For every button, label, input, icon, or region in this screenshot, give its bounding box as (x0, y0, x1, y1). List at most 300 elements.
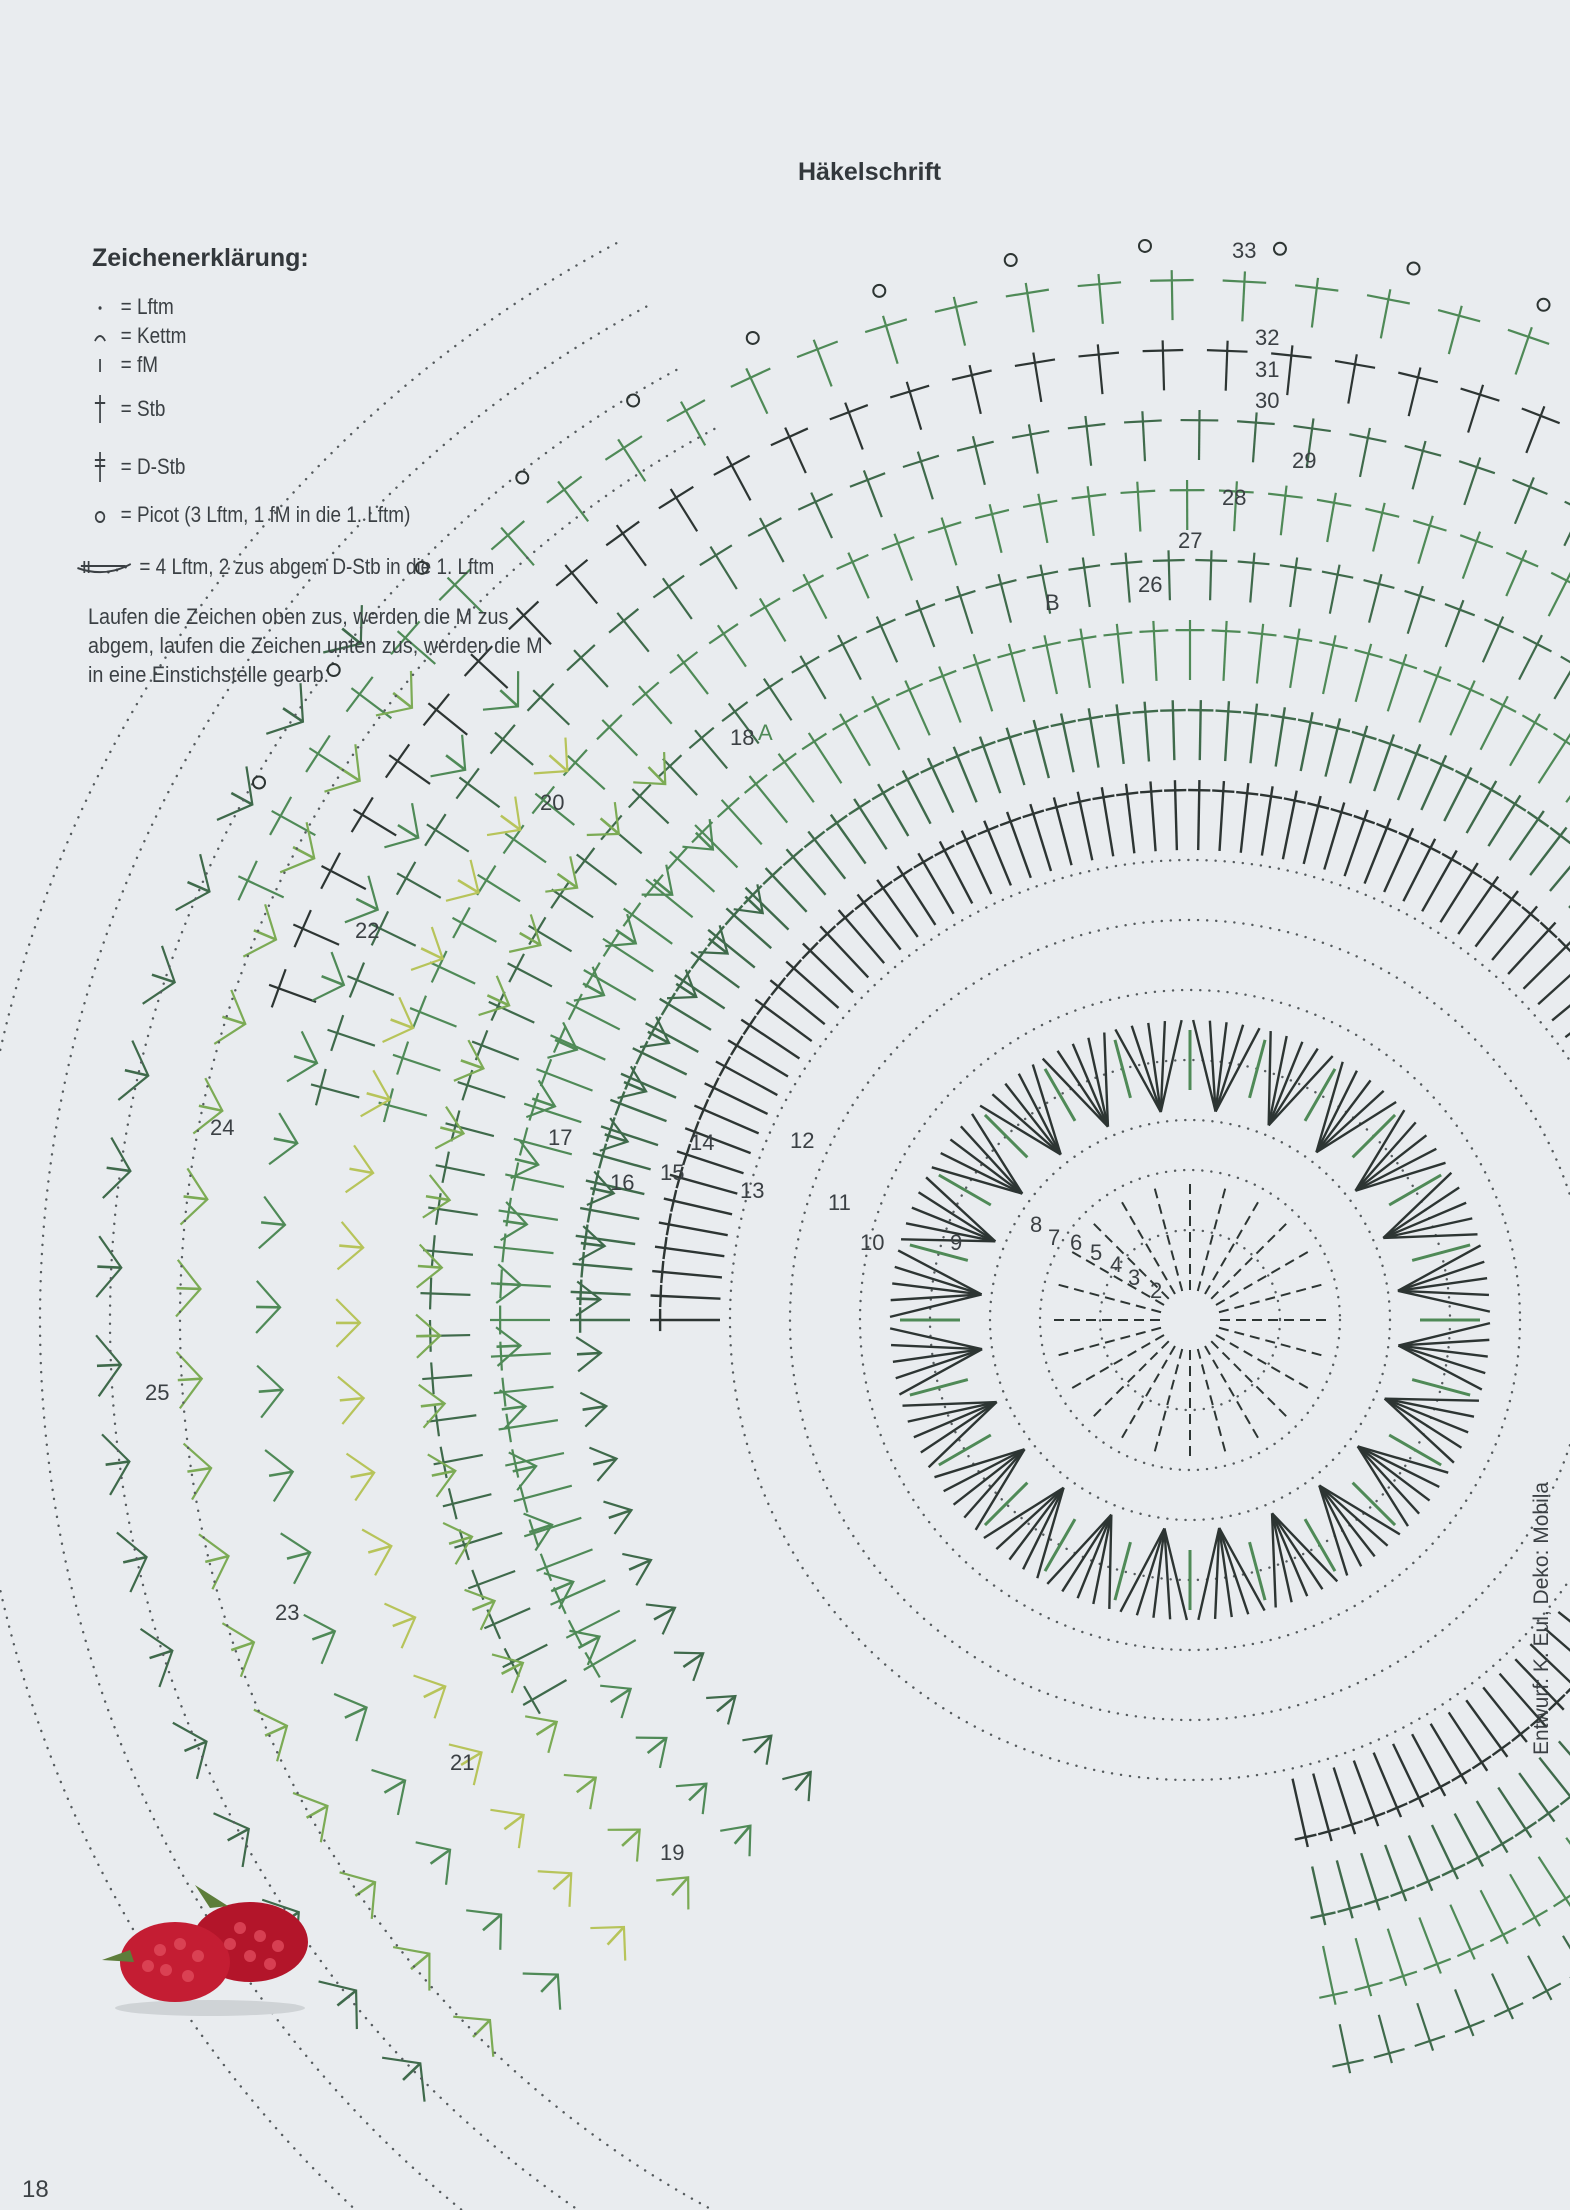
stitch-v (577, 1353, 601, 1354)
stitch-cross (653, 576, 684, 598)
stitch-cross (1508, 330, 1549, 344)
stitch-radial (1033, 353, 1041, 402)
stitch-radial (1481, 696, 1508, 749)
stitch-cross (575, 848, 594, 873)
stitch-cross (882, 537, 915, 549)
stitch-cross (1452, 1769, 1471, 1780)
stitch-cross (748, 518, 781, 536)
stitch-v (176, 854, 210, 910)
stitch-cross (1223, 281, 1267, 283)
stitch-cross (1455, 771, 1478, 783)
stitch-cross (432, 1235, 435, 1267)
round-label: 21 (450, 1750, 475, 1775)
stitch-fan (1272, 1513, 1307, 1596)
stitch-cross (1528, 812, 1549, 827)
round-label: 19 (660, 1840, 685, 1865)
stitch-radial (1559, 1741, 1570, 1786)
stitch-v (178, 1379, 202, 1380)
stitch-cross (1523, 637, 1551, 652)
stitch-cross (456, 768, 478, 798)
stitch-cross (664, 1237, 667, 1259)
stitch-radial (1381, 289, 1391, 338)
stitch-v (541, 1975, 558, 1992)
stitch-cross (1565, 502, 1570, 518)
stitch-cross (946, 751, 970, 761)
stitch-cross (1485, 619, 1514, 632)
picot (1538, 299, 1550, 311)
stitch-cross (1463, 866, 1482, 878)
stitch-v (500, 690, 518, 706)
stitch-cross (1513, 480, 1548, 494)
stitch-radial (677, 654, 708, 694)
stitch-radial (1312, 278, 1318, 328)
stitch-cross (551, 882, 569, 908)
stitch-radial (533, 690, 569, 725)
stitch-cross (491, 521, 524, 550)
stitch-v (117, 1532, 147, 1592)
stitch-spoke (1120, 1346, 1175, 1441)
stitch-cross (757, 997, 770, 1015)
stitch-cross (1243, 712, 1268, 715)
stitch-cross (1515, 1822, 1536, 1836)
stitch-cross (874, 882, 892, 895)
stitch-radial (1226, 341, 1228, 391)
stitch-v (184, 1196, 208, 1199)
stitch-cross (1195, 560, 1227, 561)
stitch-cross (731, 368, 770, 386)
stitch-spoke (1219, 1284, 1325, 1312)
stitch-cross (1207, 350, 1248, 352)
stitch-radial (1026, 283, 1034, 332)
stitch-cross (771, 978, 785, 995)
stitch-cross (731, 1036, 742, 1055)
stitch-cross (896, 684, 922, 696)
stitch-cross (1424, 671, 1451, 681)
marker-a: A (758, 720, 773, 745)
stitch-radial (584, 970, 636, 1000)
stitch-radial (568, 756, 605, 790)
stitch-v (339, 1246, 363, 1248)
stitch-cross (837, 555, 869, 569)
stitch-radial (459, 777, 499, 807)
stitch-v (187, 1468, 211, 1472)
stitch-cross (830, 405, 868, 419)
stitch-cross (424, 694, 450, 726)
stitch-radial (1038, 494, 1047, 543)
stitch-v (403, 2063, 420, 2080)
stitch-cross (1494, 2003, 1523, 2016)
stitch-cross (1409, 1793, 1429, 1803)
stitch-v (97, 1365, 121, 1366)
stitch-v (312, 952, 344, 1000)
stitch-cross (623, 903, 640, 926)
stitch-radial (764, 679, 792, 721)
round-label: 29 (1292, 448, 1317, 473)
round-label: 20 (540, 790, 565, 815)
stitch-v (123, 1557, 146, 1562)
stitch-v (362, 1529, 391, 1575)
stitch-spoke (1211, 1341, 1289, 1419)
stitch-v (446, 860, 479, 901)
stitch-spoke (1055, 1328, 1161, 1356)
stitch-v (465, 1590, 495, 1630)
picot (747, 332, 759, 344)
stitch-cross (745, 775, 767, 793)
stitch-cross (270, 797, 291, 835)
picot (1139, 240, 1151, 252)
stitch-leaf (1115, 1040, 1131, 1098)
stitch-cross (636, 1041, 647, 1064)
round-label: 6 (1070, 1230, 1083, 1255)
stitch-cross (797, 341, 838, 357)
stitch-cross (866, 619, 895, 632)
stitch-cross (826, 815, 847, 830)
stitch-radial (809, 733, 842, 783)
stitch-v (307, 1806, 328, 1818)
stitch-cross (661, 1261, 663, 1283)
stitch-radial (1281, 486, 1287, 536)
stitch-v (107, 1168, 131, 1171)
stitch-cross (1150, 280, 1194, 281)
stitch-radial (939, 666, 961, 722)
stitch-radial (422, 1375, 472, 1379)
legend-item-fm (88, 350, 158, 380)
stitch-v (184, 1742, 206, 1751)
stitch-cross (1491, 1837, 1513, 1850)
page-title: Häkelschrift (798, 158, 942, 186)
stitch-radial (1169, 550, 1170, 600)
stitch-cross (556, 560, 587, 586)
stitch-spoke (1091, 1341, 1169, 1419)
stitch-cross (1504, 797, 1526, 811)
stitch-v (383, 997, 414, 1042)
round-label: 8 (1030, 1212, 1043, 1237)
stitch-radial (1098, 274, 1102, 324)
stitch-radial (423, 1250, 473, 1255)
stitch-radial (1290, 557, 1297, 607)
stitch-v (483, 1915, 501, 1931)
stitch-spoke (1154, 1185, 1182, 1291)
stitch-v (411, 927, 443, 970)
stitch-cross (1153, 560, 1185, 561)
legend-item-picot (88, 500, 410, 530)
stitch-spoke (1211, 1221, 1289, 1299)
stitch-v (152, 975, 175, 983)
stitch-radial (1142, 411, 1145, 461)
stitch-cross (453, 908, 470, 939)
stitch-v (214, 990, 245, 1044)
stitch-cross (541, 1554, 551, 1581)
legend-item-kettm (88, 321, 186, 351)
chain-round (1040, 1170, 1340, 1470)
stitch-radial (1085, 416, 1091, 466)
round-label: 23 (275, 1600, 300, 1625)
stitch-v (509, 914, 540, 951)
stitch-radial (1210, 550, 1211, 600)
stitch-v (600, 1118, 628, 1151)
stitch-radial (1565, 995, 1570, 1037)
legend-label: = Stb (120, 396, 166, 421)
stitch-leaf (1045, 1519, 1075, 1571)
stitch-cross (1503, 892, 1521, 905)
round-label: 17 (548, 1125, 573, 1150)
stitch-radial (551, 1035, 606, 1059)
stitch-cross (935, 845, 955, 855)
stitch-v (497, 1346, 521, 1347)
stitch-spoke (1069, 1335, 1164, 1390)
stitch-cross (1143, 350, 1184, 351)
stitch-leaf (1412, 1380, 1470, 1396)
stitch-cross (1160, 710, 1186, 711)
stitch-cross (1417, 1876, 1441, 1886)
stitch-cross (491, 992, 504, 1021)
stitch-cross (855, 896, 872, 910)
stitch-radial (695, 730, 727, 768)
stitch-cross (699, 1099, 708, 1119)
stitch-cross (413, 996, 426, 1028)
stitch-v (418, 1266, 442, 1268)
stitch-cross (1236, 792, 1258, 794)
stitch-leaf (1412, 1245, 1470, 1261)
round-label: 5 (1090, 1240, 1103, 1265)
chain-icon (74, 552, 139, 582)
stitch-radial (552, 889, 593, 917)
stitch-radial (1083, 557, 1090, 607)
stitch-cross (431, 1362, 433, 1394)
legend-label: = Lftm (120, 294, 174, 319)
stitch-cross (1445, 604, 1475, 615)
legend-label: = 4 Lftm, 2 zus abgem D-Stb in die 1. Lftm (139, 554, 495, 579)
stitch-cross (662, 993, 675, 1015)
stitch-radial (1564, 501, 1570, 546)
round-label: 27 (1178, 528, 1203, 553)
round-label: 3 (1128, 1265, 1141, 1290)
stitch-cross (1260, 795, 1282, 798)
legend-label: = fM (120, 352, 159, 377)
stitch-v (259, 1390, 283, 1392)
round-label: 12 (790, 1128, 815, 1153)
stitch-cross (896, 774, 919, 786)
round-label: 7 (1048, 1225, 1061, 1250)
stitch-cross (1105, 713, 1130, 716)
stitch-radial (1419, 666, 1441, 722)
stitch-radial (718, 625, 746, 666)
stitch-cross (352, 797, 373, 832)
stitch-cross (929, 671, 956, 681)
stitch-cross (744, 1016, 756, 1034)
stitch-v (106, 1462, 130, 1465)
stitch-radial (1550, 845, 1570, 891)
legend-label: = D-Stb (120, 454, 186, 479)
stitch-radial (501, 528, 534, 566)
legend-label: = Picot (3 Lftm, 1 fM in die 1. Lftm) (120, 502, 411, 527)
stitch-cross (509, 954, 524, 982)
stitch-cross (833, 715, 858, 729)
stitch-cross (1522, 408, 1560, 423)
stitch-v (283, 708, 303, 721)
picot (1274, 243, 1286, 255)
stitch-radial (1554, 656, 1570, 699)
stitch-v (384, 1604, 415, 1649)
stitch-v (199, 1106, 222, 1111)
stitch-cross (605, 436, 642, 460)
stitch-cross (1461, 389, 1500, 401)
round-label: 31 (1255, 357, 1280, 382)
stitch-v (416, 1336, 440, 1337)
stitch-cross (331, 1015, 343, 1051)
stitch-v (545, 856, 577, 891)
stitch-radial (760, 598, 786, 641)
stitch-radial (452, 918, 496, 942)
stitch-radial (1450, 1905, 1474, 1960)
stitch-radial (722, 800, 762, 845)
stitch-cross (477, 866, 495, 895)
stitch-leaf (1250, 1542, 1266, 1600)
stitch-cross (670, 652, 698, 673)
stitch-radial (1419, 1917, 1441, 1973)
stitch-cross (425, 814, 446, 846)
stitch-v (553, 1873, 571, 1889)
round-label: 25 (145, 1380, 170, 1405)
stitch-v (525, 1716, 557, 1752)
stitch-cross (771, 428, 808, 445)
round-label: 24 (210, 1115, 235, 1140)
picot (873, 285, 885, 297)
bar-icon (88, 350, 121, 380)
stitch-radial (428, 703, 467, 734)
stitch-cross (756, 678, 783, 696)
round-label: 14 (690, 1130, 715, 1155)
stitch-v (173, 1723, 207, 1779)
stitch-cross (547, 476, 582, 502)
stitch-radial (536, 1549, 592, 1571)
stitch-v (672, 1877, 688, 1895)
arc-icon (88, 321, 121, 351)
stitch-spoke (1216, 1250, 1311, 1305)
stitch-leaf (910, 1380, 968, 1396)
stitch-radial (1242, 271, 1245, 321)
stitch-spoke (1198, 1349, 1226, 1455)
stitch-radial (574, 650, 608, 687)
stitch-cross (397, 862, 416, 895)
stitch-cross (397, 1042, 408, 1075)
stitch-cross (903, 456, 939, 467)
stitch-cross (1455, 2021, 1485, 2033)
stitch-cross (238, 861, 256, 900)
stitch-cross (1216, 711, 1241, 713)
stitch-v (497, 1284, 521, 1285)
stitch-v (372, 1770, 406, 1815)
stitch-cross (272, 969, 286, 1007)
stitch-cross (700, 545, 732, 565)
stitch-cross (802, 734, 826, 750)
stitch-radial (354, 809, 397, 835)
stitch-cross (1442, 1864, 1465, 1875)
stitch-cross (1522, 907, 1539, 921)
stitch-cross (1457, 684, 1483, 696)
round-label: 9 (950, 1230, 963, 1255)
stitch-cross (632, 682, 658, 705)
stitch-v (648, 767, 665, 784)
stitch-radial (1360, 428, 1370, 477)
stitch-cross (1133, 711, 1158, 713)
stitch-radial (695, 825, 737, 867)
stitch-cross (714, 456, 750, 475)
stitch-radial (1563, 1936, 1570, 1979)
stitch-cross (692, 948, 707, 969)
stitch-cross (1459, 461, 1495, 473)
stitch-cross (569, 994, 582, 1020)
stitch-radial (618, 439, 645, 481)
stitch-leaf (939, 1175, 991, 1205)
stitch-cross (798, 494, 832, 510)
stitch-radial (1566, 1838, 1570, 1887)
stitch-cross (1399, 833, 1419, 842)
stitch-cross (667, 400, 705, 421)
stitch-radial (558, 481, 588, 521)
stitch-cross (606, 522, 639, 546)
stitch-cross (1421, 843, 1441, 853)
stitch-cross (750, 598, 780, 616)
round-label: 13 (740, 1178, 765, 1203)
stitch-cross (1405, 749, 1429, 758)
stitch-radial (1566, 754, 1570, 803)
stitch-v (431, 1850, 451, 1864)
legend-item-lftm (88, 292, 174, 322)
stitch-cross (491, 725, 515, 754)
stitch-cross (872, 786, 894, 799)
stitch-v (345, 876, 378, 923)
stitch-cross (1538, 1806, 1559, 1821)
stitch-cross (1164, 790, 1186, 791)
stitch-radial (617, 525, 646, 566)
stitch-radial (478, 875, 520, 901)
stitch-cross (1522, 715, 1547, 729)
stitch-radial (577, 854, 617, 884)
stitch-leaf (1305, 1069, 1335, 1121)
stitch-v (414, 1676, 446, 1719)
stitch-cross (850, 473, 885, 487)
stitch-radial (1250, 553, 1254, 603)
legend-title: Zeichenerklärung: (92, 244, 309, 272)
stitch-cross (1238, 561, 1270, 564)
stitch-v (454, 1040, 484, 1081)
stitch-radial (1172, 270, 1173, 320)
stitch-cross (890, 386, 929, 398)
stitch-radial (523, 1680, 566, 1705)
stitch-cross (1237, 421, 1275, 424)
stitch-cross (1116, 793, 1138, 796)
stitch-spoke (1216, 1335, 1311, 1390)
stitch-radial (1510, 1874, 1540, 1926)
legend-label: = Kettm (120, 323, 187, 348)
stitch-cross (585, 963, 599, 988)
stitch-cross (829, 637, 857, 652)
stitch-cross (773, 753, 796, 770)
stitch-cross (894, 869, 913, 881)
stitch-radial (427, 824, 469, 851)
stitch-cross (1424, 1959, 1451, 1969)
stitch-cross (1472, 1756, 1491, 1768)
stitch-radial (779, 754, 814, 803)
stitch-cross (914, 856, 933, 867)
stitch-v (337, 1990, 356, 2005)
stitch-v (222, 1623, 254, 1677)
stitch-cross (321, 853, 340, 889)
stitch-radial (1029, 424, 1038, 473)
stitch-cross (567, 645, 595, 671)
stitch-v (640, 1017, 669, 1047)
